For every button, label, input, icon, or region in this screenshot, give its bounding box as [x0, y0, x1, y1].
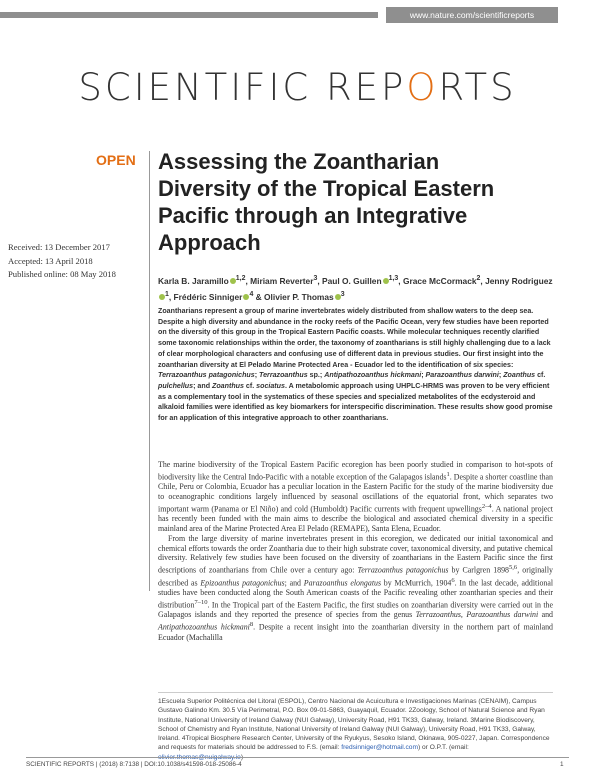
author-separator: ,: [480, 275, 486, 286]
italic-text: Epizoanthus patagonichus: [200, 578, 285, 588]
journal-title-o: O: [406, 66, 439, 109]
top-bar: [0, 0, 595, 26]
text-run: by Carlgren 1898: [448, 565, 509, 575]
author-name[interactable]: Miriam Reverter: [250, 275, 314, 286]
author-separator: ,: [398, 275, 403, 286]
affiliations-text: 1Escuela Superior Politécnica del Litoral (ESPOL), Centro Nacional de Acuicultura e Investigaciones Marinas (CENAIM), Campus Gustavo Galindo Km. 30.5 Vía Perimetral, P.O. Box 09-01-5863, Guayaquil, Ecuador. 2Zoology, School of Natural Science and Ryan Institute, National University of Ireland Galway (NUI Galway), University Road, H91 TK33, Galway, Ireland. 3Marine Biodiscovery, School of Chemistry and Ryan Institute, National University of Ireland Galway (NUI Galway), University Road, H91 TK33, Galway, Ireland. 4Tropical Biosphere Research Center, University of the Ryukyus, Sesoko Island, Okinawa, 905-0227, Japan. Correspondence and requests for materials should be addressed to F.S. (email:: [158, 698, 550, 752]
italic-text: Terrazoanthus, Parazoanthus darwini: [415, 610, 539, 620]
article-dates: [8, 241, 116, 282]
citation-ref[interactable]: 1: [446, 470, 450, 478]
italic-text: Zoanthus: [212, 381, 244, 390]
text-run: From the large diversity of marine invertebrates present in this ecoregion, we dedicated our initial taxonomical and chemical efforts towards the order Zoantharia due to their high substrate cover, taxonomical diversity, and putative chemical diversity. Relatively few studies have been focused on the diversity of zoantharians in the Eastern Pacific since the first descriptions of zoantharians from Chile over a century ago:: [158, 533, 553, 575]
footer-journal: SCIENTIFIC REPORTS: [26, 761, 95, 768]
citation-ref[interactable]: 5,6: [509, 564, 518, 572]
citation-ref[interactable]: 2–4: [481, 502, 492, 510]
citation-ref[interactable]: 6: [451, 576, 455, 584]
author-separator: ,: [245, 275, 251, 286]
text-run: and: [538, 610, 553, 620]
article-title: Assessing the Zoantharian Diversity of the Tropical Eastern Pacific through an Integrative Approach: [158, 149, 495, 255]
journal-title: [0, 66, 595, 109]
text-run: The marine biodiversity of the Tropical Eastern Pacific ecoregion has been poorly studied in comparison to hot-spots of biodiversity like the Central Indo-Pacific with a notable exception of the Galapagos islands: [158, 460, 553, 482]
italic-text: Antipathozoanthus hickmani: [158, 622, 250, 632]
top-band: [0, 12, 378, 18]
text-run: . Despite a shorter coastline than Chile, Peru or Colombia, Ecuador has a peculiar location in the Eastern Pacific for the study of the marine biodiversity due to oceanographic conditions largely influenced by seasonal oscillations of the equatorial front, which separates two important warm (Panama or El Niño) and cold (Humboldt) Pacific currents with frequent upwellings: [158, 472, 553, 514]
text-run: ;: [498, 371, 504, 380]
author-name[interactable]: Jenny Rodriguez: [485, 275, 553, 286]
footer-citation: (2018) 8:7138: [99, 761, 140, 768]
text-run: cf.: [243, 381, 257, 390]
italic-text: Terrazoanthus patagonichus: [158, 371, 255, 380]
author-list: [158, 272, 553, 304]
italic-text: Zoanthus: [503, 371, 536, 380]
footer-doi[interactable]: DOI:10.1038/s41598-018-25086-4: [144, 761, 242, 768]
body-paragraph: [158, 460, 553, 534]
abstract: [158, 306, 553, 424]
author-name[interactable]: Karla B. Jaramillo: [158, 275, 229, 286]
author-separator: &: [253, 291, 265, 302]
column-divider: [149, 151, 150, 591]
text-run: . Despite a recent insight into the zoantharian diversity in the northern part of mainland Ecuador (Machalilla: [158, 622, 553, 642]
journal-url[interactable]: www.nature.com/scientificreports: [386, 7, 558, 23]
text-run: . In the last decade, additional studies have been conducted along the South American coasts of the Pacific revealing other zoantharian species and their distribution: [158, 578, 554, 610]
affiliations-mid: ) or O.P.T. (email:: [417, 744, 469, 752]
italic-text: Parazoanthus elongatus: [303, 578, 382, 588]
text-run: ; and: [284, 578, 304, 588]
italic-text: Antipathozoanthus hickmani: [324, 371, 422, 380]
published-date: Published online: 08 May 2018: [8, 269, 116, 280]
text-run: ;: [421, 371, 426, 380]
author-name[interactable]: Paul O. Guillen: [322, 275, 382, 286]
body-paragraph: [158, 534, 553, 642]
text-run: by McMurrich, 1904: [381, 578, 452, 588]
italic-text: Terrazoanthus patagonichus: [357, 565, 449, 575]
open-access-label: OPEN: [96, 152, 136, 168]
page-number: 1: [560, 761, 564, 768]
author-affiliation-sup: 2: [476, 275, 481, 282]
author-separator: ,: [168, 291, 174, 302]
footer-rule: [26, 757, 569, 758]
author-name[interactable]: Grace McCormack: [402, 275, 477, 286]
accepted-date: Accepted: 13 April 2018: [8, 255, 93, 266]
citation-ref[interactable]: 7–10: [194, 598, 208, 606]
text-run: cf.: [535, 371, 546, 380]
received-date: Received: 13 December 2017: [8, 242, 110, 252]
author-affiliation-sup: 3: [340, 290, 345, 298]
author-affiliation-sup: 1,2: [235, 275, 246, 282]
text-run: , originally described as: [158, 565, 553, 588]
italic-text: Terrazoanthus: [259, 371, 308, 380]
text-run: . A metabolomic approach using UHPLC-HRMS was proven to be very efficient as a complementary tool in the systematics of these species and specialized metabolites of the ecdysteroid and alkaloid families were identified as key biomarkers for interspecific discrimination. These results show good promise for an application of this integrative approach to other zoantharians.: [158, 381, 553, 423]
author-name[interactable]: Olivier P. Thomas: [264, 291, 334, 302]
email-link-fs[interactable]: fredsinniger@hotmail.com: [341, 744, 418, 752]
journal-title-part1: SCIENTIFIC REP: [78, 66, 407, 109]
text-run: ; and: [193, 381, 213, 390]
journal-title-part2: RTS: [438, 66, 517, 109]
italic-text: Parazoanthus darwini: [425, 371, 499, 380]
text-run: sp.;: [307, 371, 325, 380]
article-body: [158, 460, 553, 642]
citation-ref[interactable]: 8: [249, 621, 254, 629]
text-run: Zoantharians represent a group of marine invertebrates widely distributed from shallow waters to the deep sea. Despite a high diversity and abundance in the rocky reefs of the Pacific Ocean, very few studies have been reported on the diversity of this group in the Tropical Eastern Pacific coasts. While molecular techniques recently clarified some taxonomic relationships within the order, the taxonomy of zoantharians is still highly challenging due to a lack of clear morphological characters and confusing use of different data in previous studies. Our first insight into the zoantharian diversity at El Pelado Marine Protected Area - Ecuador led to the identification of six species:: [158, 307, 551, 369]
author-affiliation-sup: 1: [165, 290, 169, 298]
author-affiliation-sup: 4: [249, 290, 254, 298]
affiliations-footnote: [158, 697, 553, 762]
text-run: . In the Tropical part of the Eastern Pacific, the first studies on zoantharian diversity were carried out in the Galapagos islands and they reported the presence of species from the genus: [158, 600, 553, 620]
text-run: . A national project has recently been funded with the main aims to describe the biological and associated chemical diversity in a specific mainland area of the Marine Protected Area El Pelado (REMAPE), Santa Elena, Ecuador.: [158, 504, 553, 534]
italic-text: sociatus: [256, 381, 285, 390]
footnote-rule: [158, 692, 553, 693]
author-affiliation-sup: 1,3: [388, 275, 399, 282]
author-separator: ,: [317, 275, 322, 286]
author-affiliation-sup: 3: [313, 275, 318, 282]
text-run: ;: [254, 371, 260, 380]
page-footer: SCIENTIFIC REPORTS | (2018) 8:7138 | DOI:10.1038/s41598-018-25086-4: [26, 761, 242, 768]
author-name[interactable]: Frédéric Sinniger: [173, 291, 243, 302]
italic-text: pulchellus: [158, 381, 194, 390]
